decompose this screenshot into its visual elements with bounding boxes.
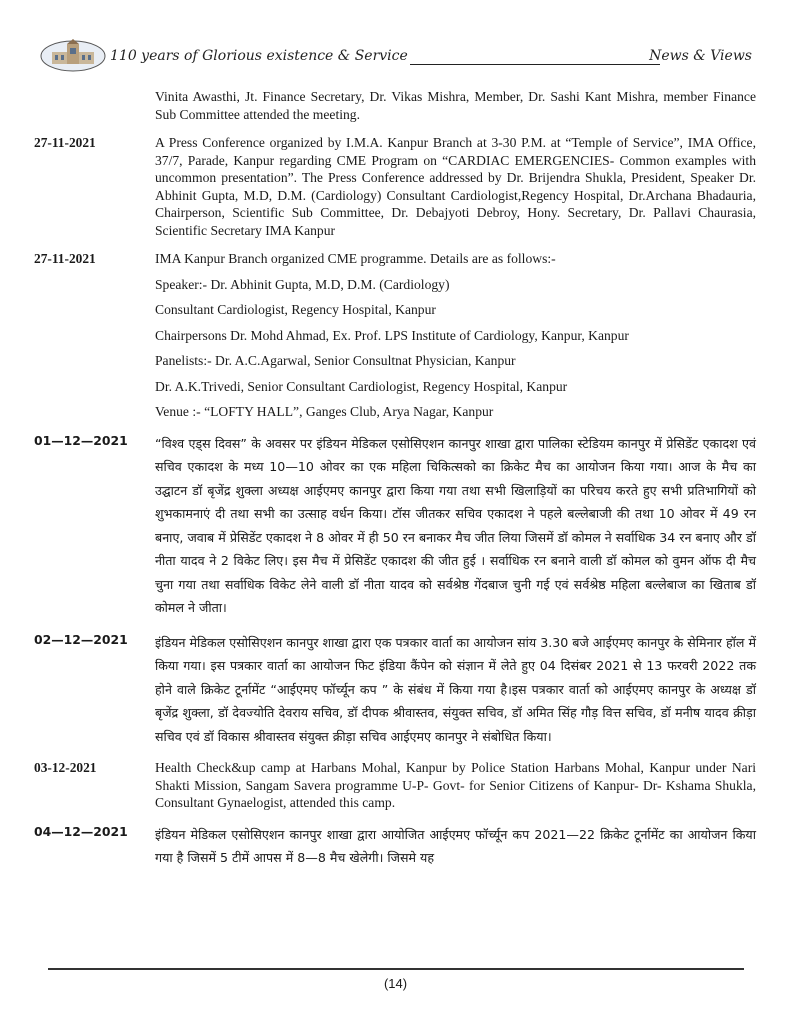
news-entry <box>34 631 756 749</box>
entry-text: इंडियन मेडिकल एसोसिएशन कानपुर शाखा द्वारा आयोजित आईएमए फॉर्च्यून कप 2021—22 क्रिकेट टूर्नामेंट का आयोजन किया गया है जिसमें 5 टीमें आपस में 8—8 मैच खेलेगी। जिसमे यह <box>155 826 756 865</box>
detail-line: Venue :- “LOFTY HALL”, Ganges Club, Arya Nagar, Kanpur <box>155 404 494 419</box>
news-entry <box>34 250 756 421</box>
detail-line: Chairpersons Dr. Mohd Ahmad, Ex. Prof. LPS Institute of Cardiology, Kanpur, Kanpur <box>155 327 629 343</box>
footer-divider <box>48 968 744 970</box>
entry-text: इंडियन मेडिकल एसोसिएशन कानपुर शाखा द्वारा एक पत्रकार वार्ता का आयोजन सांय 3.30 बजे आईएमए कानपुर के सेमिनार हॉल में किया गया। इस पत्रकार वार्ता का आयोजन फिट इंडिया कैंपेन को संज्ञान में लेते हुए 04 दिसंबर 2021 से 13 फरवरी 2022 तक होने वाले क्रिकेट टूर्नामेंट “आईएमए फॉर्च्यून कप ” के संबंध में किया गया है।इस पत्रकार वार्ता को आईएमए कानपुर के अध्यक्ष डॉ बृजेंद्र शुक्ला, डॉ देवज्योति देवराय सचिव, डॉ दीपक श्रीवास्तव, संयुक्त सचिव, डॉ अमित सिंह गौड़ वित्त सचिव, डॉ मनीष यादव क्रीड़ा सचिव एवं डॉ विकास श्रीवास्तव संयुक्त क्रीड़ा सचिव आईएमए कानपुर ने संबोधित किया। <box>155 634 756 744</box>
news-entry <box>34 823 756 870</box>
news-content <box>34 88 756 870</box>
detail-line: Consultant Cardiologist, Regency Hospital, Kanpur <box>155 302 436 317</box>
header-divider <box>410 64 660 65</box>
entry-text: A Press Conference organized by I.M.A. Kanpur Branch at 3-30 P.M. at “Temple of Service”, IMA Office, 37/7, Parade, Kanpur regarding CME Program on “CARDIAC EMERGENCIES- Common examples with uncommon presentation”. The Press Conference addressed by Dr. Brijendra Shukla, President, Speaker Dr. Abhinit Gupta, M.D, D.M. (Cardiology) Consultant Cardiologist,Regency Hospital, Dr.Archana Bhadauria, Chairperson, Scientific Sub Committee, Dr. Debajyoti Debroy, Hony. Secretary, Dr. Pallavi Chaurasia, Scientific Secretary IMA Kanpur <box>155 135 756 238</box>
entry-text: Health Check&up camp at Harbans Mohal, Kanpur by Police Station Harbans Mohal, Kanpur under Nari Shakti Mission, Sangam Savera programme U-P- Govt- for Senior Citizens of Kanpur- Dr- Kshama Shukla, Consultant Gynaelogist, attended this camp. <box>155 760 756 810</box>
continued-paragraph: Vinita Awasthi, Jt. Finance Secretary, Dr. Vikas Mishra, Member, Dr. Sashi Kant Mishra, member Finance Sub Committee attended the meeting. <box>155 89 756 122</box>
news-entry <box>34 134 756 239</box>
entry-date: 01—12—2021 <box>34 432 128 448</box>
entry-date: 03-12-2021 <box>34 760 97 775</box>
header-section-title: News & Views <box>649 48 752 64</box>
entry-text: “विश्व एड्स दिवस” के अवसर पर इंडियन मेडिकल एसोसिएशन कानपुर शाखा द्वारा पालिका स्टेडियम कानपुर में प्रेसिडेंट एकादश एवं सचिव एकादश के मध्य 10—10 ओवर का एक महिला चिकित्सको का क्रिकेट मैच का आयोजन किया गया। आज के मैच का उद्घाटन डॉ बृजेंद्र शुक्ला अध्यक्ष आईएमए कानपुर द्वारा किया गया तथा सभी खिलाड़ियों का परिचय करते हुए सभी प्रतिभागियों को शुभकामनाएं दी तथा सभी का उत्साह वर्धन किया। टॉस जीतकर सचिव एकादश ने पहले बल्लेबाजी की तथा 10 ओवर में 49 रन बनाए, जवाब में प्रेसिडेंट एकादश ने 8 ओवर में ही 50 रन बनाकर मैच जीत लिया जिसमें डॉ कोमल ने सर्वाधिक 34 रन बनाए और डॉ नीता यादव ने 2 विकेट लिए। इस मैच में प्रेसिडेंट एकादश की जीत हुई । सर्वाधिक रन बनाने वाली डॉ कोमल को वुमन ऑफ दी मैच चुना गया तथा सर्वाधिक विकेट लेने वाली डॉ नीता यादव को सर्वश्रेष्ठ गेंदबाज चुनी गई एवं सर्वश्रेष्ठ महिला बल्लेबाज का खिताब डॉ कोमल ने जीता। <box>155 435 756 615</box>
entry-date: 04—12—2021 <box>34 823 128 839</box>
detail-line: Panelists:- Dr. A.C.Agarwal, Senior Consultnat Physician, Kanpur <box>155 353 516 368</box>
entry-details <box>155 250 756 421</box>
header-tagline: 110 years of Glorious existence & Service <box>110 48 408 64</box>
entry-date: 27-11-2021 <box>34 135 96 150</box>
news-entry <box>34 759 756 812</box>
news-entry <box>34 432 756 620</box>
detail-line: IMA Kanpur Branch organized CME programme. Details are as follows:- <box>155 251 556 266</box>
page-number: (14) <box>383 976 408 991</box>
entry-date: 02—12—2021 <box>34 631 128 647</box>
building-logo-icon <box>40 38 106 72</box>
detail-line: Speaker:- Dr. Abhinit Gupta, M.D, D.M. (Cardiology) <box>155 276 450 292</box>
page-header <box>40 36 752 76</box>
entry-date: 27-11-2021 <box>34 251 96 266</box>
detail-line: Dr. A.K.Trivedi, Senior Consultant Cardiologist, Regency Hospital, Kanpur <box>155 378 568 394</box>
